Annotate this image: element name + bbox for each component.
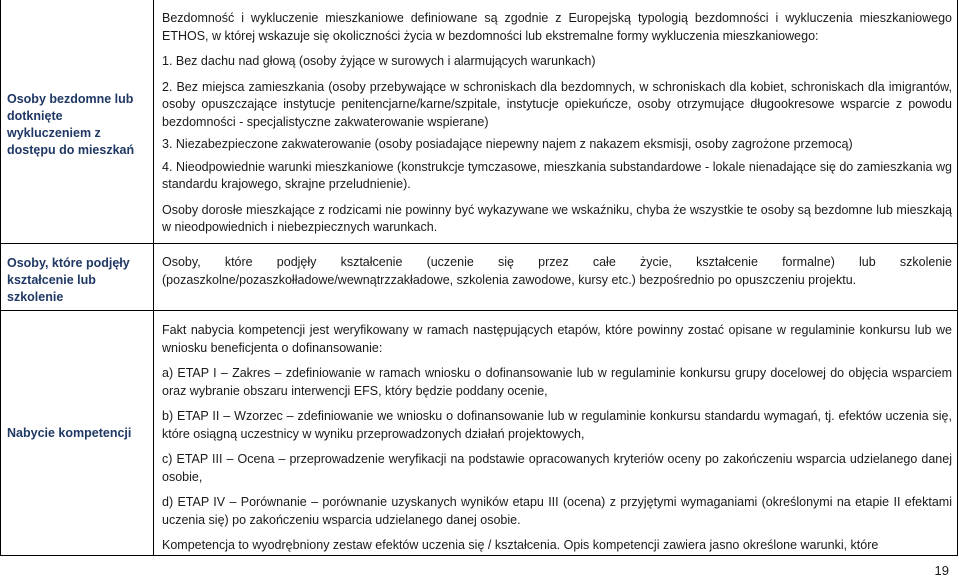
paragraph: d) ETAP IV – Porównanie – porównanie uzyskanych wyników etapu III (ocena) z przyjętymi wymaganiami (określonymi na etapie II efektami uczenia się) po zakończeniu wsparcia udzielanego danej osobie. <box>162 495 952 527</box>
table-row-divider <box>0 243 958 244</box>
paragraph: Osoby dorosłe mieszkające z rodzicami nie powinny być wykazywane we wskaźniku, chyba że wszystkie te osoby są bezdomne lub mieszkają w nieodpowiednich i niebezpiecznych warunkach. <box>162 202 952 234</box>
row-content-homeless <box>162 10 952 237</box>
row-label-competences: Nabycie kompetencji <box>7 426 132 440</box>
table-border-left <box>0 0 1 556</box>
row-content-competences <box>162 322 952 555</box>
paragraph: 3. Niezabezpieczone zakwaterowanie (osoby posiadające niepewny najem z nakazem eksmisji, osoby zagrożone przemocą) <box>162 137 853 151</box>
paragraph: Bezdomność i wykluczenie mieszkaniowe definiowane są zgodnie z Europejską typologią bezdomności i wykluczenia mieszkaniowego ETHOS, w której wskazuje się okoliczności życia w bezdomności lub ekstremalne formy wykluczenia mieszkaniowego: <box>162 11 952 43</box>
paragraph: c) ETAP III – Ocena – przeprowadzenie weryfikacji na podstawie opracowanych kryteriów oceny po zakończeniu wsparcia udzielanego danej osobie, <box>162 452 952 484</box>
table-border-right <box>957 0 958 556</box>
paragraph: 1. Bez dachu nad głową (osoby żyjące w surowych i alarmujących warunkach) <box>162 54 596 68</box>
row-label-education: Osoby, które podjęły kształcenie lub szkolenie <box>7 256 130 304</box>
table-border-bottom <box>0 555 958 556</box>
paragraph: Kompetencja to wyodrębniony zestaw efektów uczenia się / kształcenia. Opis kompetencji zawiera jasno określone warunki, które <box>162 538 879 552</box>
row-content-education <box>162 254 952 289</box>
paragraph: Osoby, które podjęły kształcenie (uczenie się przez całe życie, kształcenie formalne) lub szkolenie (pozaszkolne/pozaszkołładowe/wewnątrzzakładowe, szkolenia zawodowe, kursy etc.) bezpośrednio po opuszczeniu projektu. <box>162 255 952 287</box>
paragraph: 4. Nieodpowiednie warunki mieszkaniowe (konstrukcje tymczasowe, mieszkania substandardowe - lokale nienadające się do zamieszkania wg standardu krajowego, skrajne przeludnienie). <box>162 159 952 191</box>
paragraph: b) ETAP II – Wzorzec – zdefiniowanie we wniosku o dofinansowanie lub w regulaminie konkursu standardu wymagań, tj. efektów uczenia się, które osiągną uczestnicy w wyniku przeprowadzonych działań projektowych, <box>162 409 952 441</box>
page-number: 19 <box>934 563 949 578</box>
paragraph: a) ETAP I – Zakres – zdefiniowanie w ramach wniosku o dofinansowanie lub w regulaminie konkursu grupy docelowej do objęcia wsparciem oraz wybranie obszaru interwencji EFS, który będzie poddany ocenie, <box>162 366 952 398</box>
paragraph: 2. Bez miejsca zamieszkania (osoby przebywające w schroniskach dla bezdomnych, w schroniskach dla kobiet, schroniskach dla imigrantów, osoby opuszczające instytucje penitencjarne/karne/szpitale, instytucje opiekuńcze, osoby otrzymujące długookresowe wsparcie z powodu bezdomności - specjalistyczne zakwaterowanie wspierane) <box>162 79 952 129</box>
table-column-divider <box>153 0 154 556</box>
paragraph: Fakt nabycia kompetencji jest weryfikowany w ramach następujących etapów, które powinny zostać opisane w regulaminie konkursu lub we wniosku beneficjenta o dofinansowanie: <box>162 323 952 355</box>
table-row-divider <box>0 310 958 311</box>
row-label-homeless: Osoby bezdomne lub dotknięte wykluczeniem z dostępu do mieszkań <box>7 92 135 157</box>
